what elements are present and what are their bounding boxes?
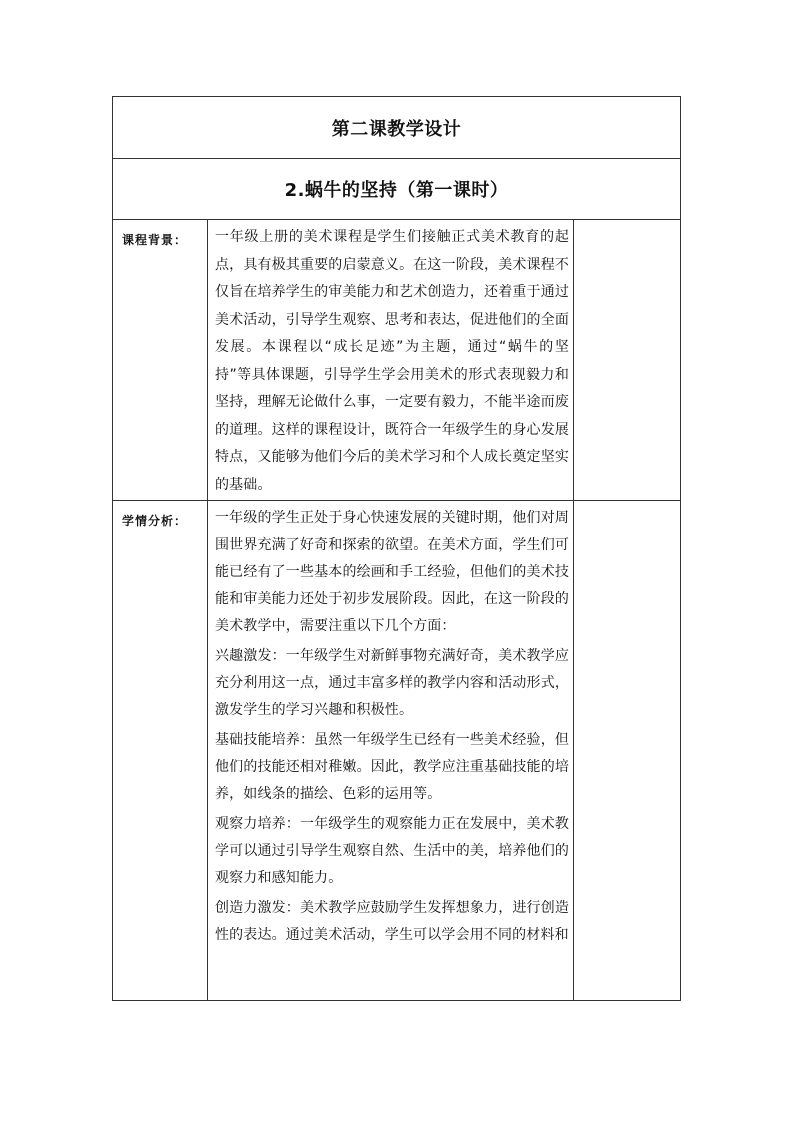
analysis-paragraph: 兴趣激发：一年级学生对新鲜事物充满好奇，美术教学应充分利用这一点，通过丰富多样的教学内容和活动形式，激发学生的学习兴趣和积极性。 — [215, 648, 569, 718]
title-row — [113, 97, 680, 159]
empty-cell — [574, 501, 680, 1000]
lesson-title: 2.蜗牛的坚持（第一课时） — [284, 180, 509, 201]
course-background-content — [208, 220, 574, 500]
course-background-row — [113, 220, 680, 501]
course-background-label: 课程背景： — [113, 220, 208, 500]
background-paragraph: 一年级上册的美术课程是学生们接触正式美术教育的起点，具有极其重要的启蒙意义。在这一阶段，美术课程不仅旨在培养学生的审美能力和艺术创造力，还着重于通过美术活动，引导学生观察、思考和表达，促进他们的全面发展。本课程以“成长足迹”为主题，通过“蜗牛的坚持”等具体课题，引导学生学会用美术的形式表现毅力和坚持，理解无论做什么事，一定要有毅力，不能半途而废的道理。这样的课程设计，既符合一年级学生的身心发展特点，又能够为他们今后的美术学习和个人成长奠定坚实的基础。 — [215, 229, 569, 493]
document-title: 第二课教学设计 — [331, 118, 462, 140]
analysis-paragraph: 一年级的学生正处于身心快速发展的关键时期，他们对周围世界充满了好奇和探索的欲望。在美术方面，学生们可能已经有了一些基本的绘画和手工经验，但他们的美术技能和审美能力还处于初步发展阶段。因此，在这一阶段的美术教学中，需要注重以下几个方面： — [215, 510, 569, 634]
analysis-paragraph: 观察力培养：一年级学生的观察能力正在发展中，美术教学可以通过引导学生观察自然、生活中的美，培养他们的观察力和感知能力。 — [215, 816, 569, 886]
analysis-paragraph: 创造力激发：美术教学应鼓励学生发挥想象力，进行创造性的表达。通过美术活动，学生可以学会用不同的材料和 — [215, 900, 569, 943]
empty-cell — [574, 220, 680, 500]
subtitle-row — [113, 159, 680, 220]
analysis-paragraph: 基础技能培养：虽然一年级学生已经有一些美术经验，但他们的技能还相对稚嫩。因此，教学应注重基础技能的培养，如线条的描绘、色彩的运用等。 — [215, 732, 569, 802]
learner-analysis-content — [208, 501, 574, 1000]
learner-analysis-row — [113, 501, 680, 1000]
lesson-plan-table — [112, 96, 681, 1001]
learner-analysis-label: 学情分析： — [113, 501, 208, 1000]
